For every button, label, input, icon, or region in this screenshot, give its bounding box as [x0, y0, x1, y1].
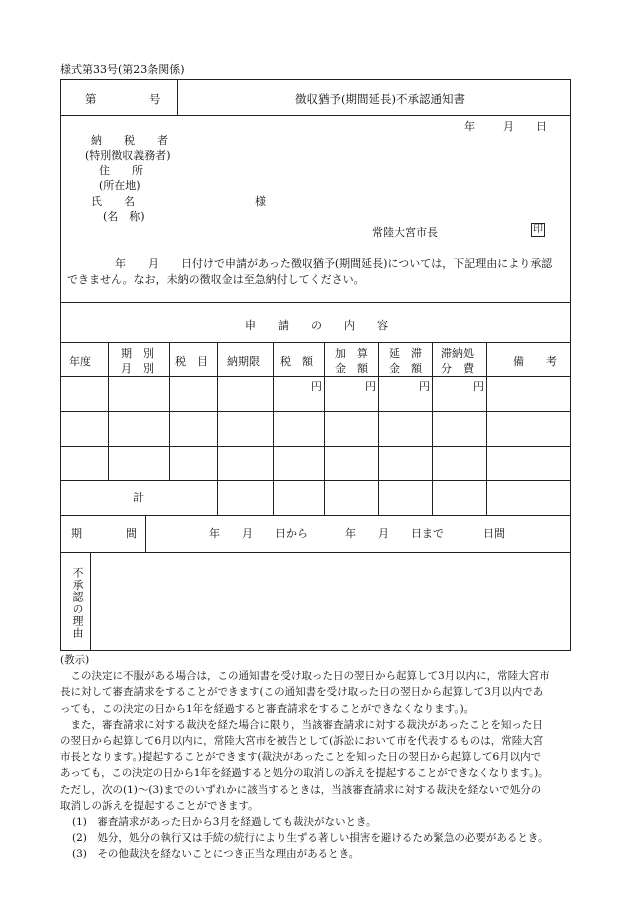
- notes-section: [60, 652, 575, 863]
- col-remarks: 備 考: [513, 355, 557, 368]
- col-add-amount: 加 算: [335, 347, 368, 360]
- special-collector-label: (特別徴収義務者): [85, 149, 171, 162]
- divider: [61, 411, 570, 412]
- divider: [61, 480, 570, 481]
- period-days: 日間: [483, 527, 505, 540]
- col-add-amount-2: 金 額: [335, 362, 368, 375]
- col-fee: 滞納処: [441, 347, 474, 360]
- notes-text: 長に対して審査請求をすることができます(この通知書を受け取った日の翌日から起算して3月以内であ: [60, 686, 544, 699]
- divider: [61, 552, 570, 553]
- divider: [324, 342, 325, 515]
- notes-text: 取消しの訴えを提起することができます。: [60, 799, 259, 812]
- date-month: 月: [503, 120, 514, 133]
- sama-label: 様: [255, 195, 266, 208]
- period-from: 年 月 日から: [209, 527, 308, 540]
- yen-unit: 円: [473, 380, 484, 393]
- number-prefix: 第: [85, 92, 97, 106]
- notes-item: (2) 処分，処分の執行又は手続の続行により生ずる著しい損害を避けるため緊急の必要があるとき。: [72, 832, 549, 845]
- col-delay-2: 金 額: [389, 362, 422, 375]
- body-line-1: 年 月 日付けで申請があった徴収猶予(期間延長)については，下記理由により承認: [115, 257, 553, 270]
- divider: [273, 342, 274, 515]
- body-line-2: できません。なお，未納の徴収金は至急納付してください。: [67, 273, 365, 286]
- divider: [61, 342, 570, 343]
- location-label: (所在地): [99, 179, 141, 192]
- divider: [217, 342, 218, 515]
- col-year: 年度: [69, 355, 91, 368]
- date-year: 年: [464, 120, 475, 133]
- document-title: 徴収猶予(期間延長)不承認通知書: [295, 92, 465, 106]
- seal-mark: 印: [533, 224, 543, 235]
- divider: [432, 342, 433, 515]
- divider: [486, 342, 487, 515]
- name-label: 氏 名: [91, 195, 135, 208]
- notes-text: あっても，この決定の日から1年を経過すると処分の取消しの訴えを提起することができなくなります。)。: [60, 767, 549, 780]
- col-fee-2: 分 費: [441, 362, 474, 375]
- yen-unit: 円: [311, 380, 322, 393]
- form-label: 様式第33号(第23条関係): [60, 63, 185, 76]
- notes-text: また，審査請求に対する裁決を経た場合に限り，当該審査請求に対する裁決があったことを知った日: [70, 718, 543, 731]
- divider: [177, 80, 178, 115]
- divider: [378, 342, 379, 515]
- col-tax-item: 税 目: [175, 355, 208, 368]
- notes-item: (3) その他裁決を経ないことにつき正当な理由があるとき。: [72, 848, 360, 861]
- divider: [61, 302, 570, 303]
- reason-label: 不承認の理由: [71, 567, 84, 639]
- number-suffix: 号: [149, 92, 161, 106]
- divider: [61, 376, 570, 377]
- period-label: 期 間: [71, 527, 137, 540]
- corp-name-label: (名 称): [103, 210, 145, 223]
- yen-unit: 円: [365, 380, 376, 393]
- notes-item: (1) 審査請求があった日から3月を経過しても裁決がないとき。: [72, 816, 377, 829]
- divider: [169, 342, 170, 480]
- divider: [61, 446, 570, 447]
- total-label: 計: [133, 491, 144, 504]
- notes-text: この決定に不服がある場合は，この通知書を受け取った日の翌日から起算して3月以内に，常陸大宮市: [70, 670, 550, 683]
- col-month: 月 別: [121, 362, 154, 375]
- col-due: 納期限: [227, 355, 260, 368]
- notes-text: ただし，次の(1)～(3)までのいずれかに該当するときは，当該審査請求に対する裁決を経ないで処分の: [60, 783, 542, 796]
- address-label: 住 所: [99, 164, 143, 177]
- notes-text: 市長となります。)提起することができます(裁決があったことを知った日の翌日から起算して6月以内で: [60, 751, 542, 764]
- section-title: 申 請 の 内 容: [245, 319, 388, 332]
- notice-form: [60, 79, 571, 651]
- taxpayer-label: 納 税 者: [91, 134, 168, 147]
- issuer-name: 常陸大宮市長: [372, 226, 438, 239]
- col-delay: 延 滞: [389, 347, 422, 360]
- divider: [90, 552, 91, 651]
- divider: [145, 515, 146, 552]
- notes-heading: (教示): [60, 654, 90, 666]
- period-to: 年 月 日まで: [345, 527, 444, 540]
- notes-text: っても，この決定の日から1年を経過すると審査請求をすることができなくなります。)。: [60, 702, 475, 715]
- notes-text: の翌日から起算して6月以内に，常陸大宮市を被告として(訴訟において市を代表するものは，常陸大宮: [60, 735, 544, 748]
- col-period: 期 別: [121, 347, 154, 360]
- divider: [61, 115, 570, 116]
- divider: [61, 515, 570, 516]
- divider: [108, 342, 109, 480]
- col-tax-amount: 税 額: [280, 355, 313, 368]
- yen-unit: 円: [419, 380, 430, 393]
- date-day: 日: [536, 120, 547, 133]
